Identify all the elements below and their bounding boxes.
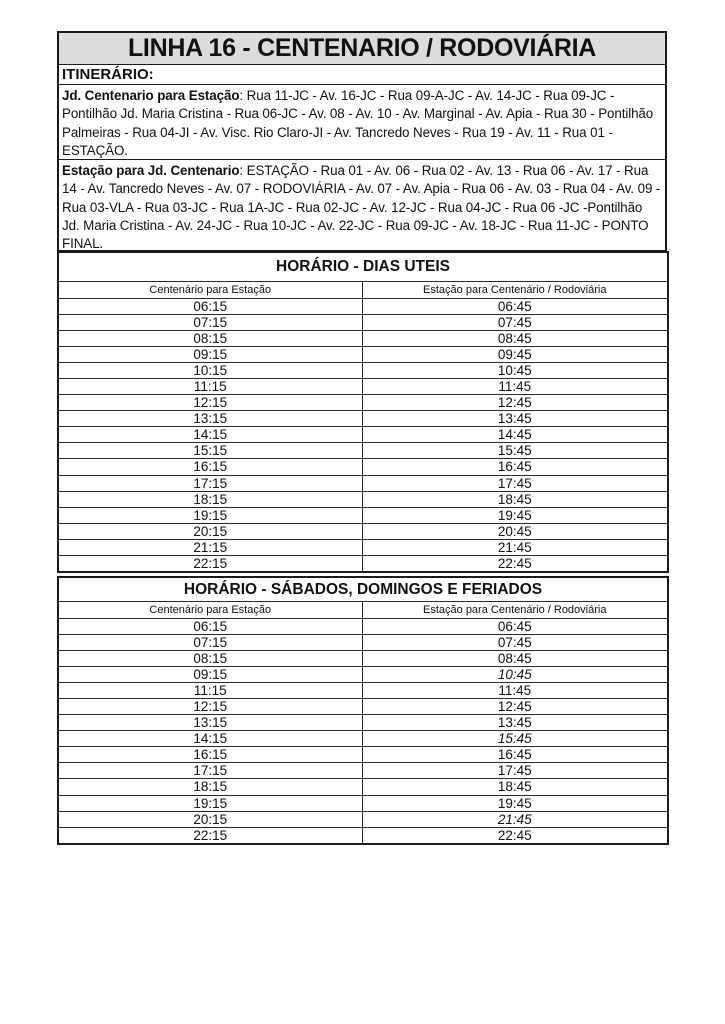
- departure-time-to-station: 12:15: [58, 699, 362, 715]
- departure-time-to-centenario: 08:45: [362, 651, 668, 667]
- table-row: [58, 523, 668, 539]
- table-row: [58, 731, 668, 747]
- departure-time-to-station: 18:15: [58, 491, 362, 507]
- table-row: [58, 427, 668, 443]
- departure-time-to-station: 08:15: [58, 651, 362, 667]
- departure-time-to-centenario: 15:45: [362, 731, 668, 747]
- departure-time-to-centenario: 19:45: [362, 507, 668, 523]
- departure-time-to-station: 13:15: [58, 411, 362, 427]
- departure-time-to-centenario: 11:45: [362, 683, 668, 699]
- departure-time-to-station: 13:15: [58, 715, 362, 731]
- departure-time-to-station: 07:15: [58, 315, 362, 331]
- column-header-to-centenario: Estação para Centenário / Rodoviária: [362, 602, 668, 619]
- departure-time-to-station: 16:15: [58, 459, 362, 475]
- departure-time-to-station: 11:15: [58, 379, 362, 395]
- weekday-schedule-table: [57, 251, 669, 573]
- itinerary-label: ITINERÁRIO:: [59, 65, 665, 85]
- departure-time-to-centenario: 17:45: [362, 475, 668, 491]
- departure-time-to-centenario: 19:45: [362, 795, 668, 811]
- departure-time-to-station: 16:15: [58, 747, 362, 763]
- departure-time-to-centenario: 07:45: [362, 635, 668, 651]
- column-header-to-station: Centenário para Estação: [58, 282, 362, 299]
- departure-time-to-station: 19:15: [58, 507, 362, 523]
- table-row: [58, 779, 668, 795]
- departure-time-to-centenario: 14:45: [362, 427, 668, 443]
- departure-time-to-station: 10:15: [58, 363, 362, 379]
- table-row: [58, 699, 668, 715]
- route-name: Estação para Jd. Centenario: [62, 163, 240, 178]
- departure-time-to-station: 12:15: [58, 395, 362, 411]
- route-path: : ESTAÇÃO - Rua 01 - Av. 06 - Rua 02 - Av. 13 - Rua 06 - Av. 17 - Rua 14 - Av. Tancredo Neves - Av. 07 - RODOVIÁRIA - Av. 07 - Av. Apia - Rua 06 - Av. 03 - Rua 04 - Av. 09 - Rua 03-VLA - Rua 03-JC - Rua 1A-JC - Rua 02-JC - Av. 12-JC - Rua 04-JC - Rua 06 -JC -Pontilhão Jd. Maria Cristina - Av. 24-JC - Rua 10-JC - Av. 22-JC - Rua 09-JC - Av. 18-JC - Rua 11-JC - PONTO FINAL.: [62, 163, 661, 252]
- departure-time-to-centenario: 08:45: [362, 331, 668, 347]
- table-row: [58, 299, 668, 315]
- table-row: [58, 363, 668, 379]
- departure-time-to-centenario: 18:45: [362, 491, 668, 507]
- departure-time-to-centenario: 12:45: [362, 699, 668, 715]
- column-header-to-centenario: Estação para Centenário / Rodoviária: [362, 282, 668, 299]
- departure-time-to-centenario: 22:45: [362, 555, 668, 572]
- table-row: [58, 795, 668, 811]
- departure-time-to-station: 15:15: [58, 443, 362, 459]
- departure-time-to-station: 20:15: [58, 523, 362, 539]
- departure-time-to-station: 09:15: [58, 667, 362, 683]
- departure-time-to-station: 08:15: [58, 331, 362, 347]
- departure-time-to-station: 19:15: [58, 795, 362, 811]
- table-row: [58, 315, 668, 331]
- departure-time-to-centenario: 15:45: [362, 443, 668, 459]
- table-row: [58, 507, 668, 523]
- departure-time-to-station: 17:15: [58, 475, 362, 491]
- departure-time-to-centenario: 20:45: [362, 523, 668, 539]
- departure-time-to-station: 22:15: [58, 827, 362, 844]
- departure-time-to-station: 22:15: [58, 555, 362, 572]
- table-row: [58, 459, 668, 475]
- itinerary-route-to-centenario: [59, 160, 665, 251]
- departure-time-to-station: 06:15: [58, 619, 362, 635]
- table-row: [58, 811, 668, 827]
- departure-time-to-centenario: 18:45: [362, 779, 668, 795]
- table-row: [58, 443, 668, 459]
- departure-time-to-station: 21:15: [58, 539, 362, 555]
- table-row: [58, 667, 668, 683]
- table-row: [58, 715, 668, 731]
- route-path: : Rua 11-JC - Av. 16-JC - Rua 09-A-JC - Av. 14-JC - Rua 09-JC - Pontilhão Jd. Maria Cristina - Rua 06-JC - Av. 08 - Av. 10 - Av. Marginal - Av. Apia - Rua 30 - Pontilhão Palmeiras - Rua 04-JI - Av. Visc. Rio Claro-JI - Av. Tancredo Neves - Rua 19 - Av. 11 - Rua 01 - ESTAÇÃO.: [62, 88, 654, 158]
- page-title: LINHA 16 - CENTENARIO / RODOVIÁRIA: [59, 33, 665, 65]
- weekend-schedule-table: [57, 576, 669, 845]
- table-row: [58, 651, 668, 667]
- table-row: [58, 635, 668, 651]
- departure-time-to-station: 06:15: [58, 299, 362, 315]
- departure-time-to-centenario: 13:45: [362, 411, 668, 427]
- table-row: [58, 411, 668, 427]
- departure-time-to-centenario: 09:45: [362, 347, 668, 363]
- table-row: [58, 331, 668, 347]
- departure-time-to-centenario: 17:45: [362, 763, 668, 779]
- departure-time-to-station: 11:15: [58, 683, 362, 699]
- departure-time-to-centenario: 06:45: [362, 299, 668, 315]
- table-row: [58, 491, 668, 507]
- itinerary-route-to-station: [59, 85, 665, 160]
- departure-time-to-centenario: 21:45: [362, 539, 668, 555]
- departure-time-to-centenario: 12:45: [362, 395, 668, 411]
- table-row: [58, 747, 668, 763]
- departure-time-to-centenario: 21:45: [362, 811, 668, 827]
- departure-time-to-centenario: 16:45: [362, 747, 668, 763]
- weekday-schedule-title: HORÁRIO - DIAS UTEIS: [58, 252, 668, 282]
- departure-time-to-centenario: 06:45: [362, 619, 668, 635]
- departure-time-to-station: 14:15: [58, 427, 362, 443]
- column-header-to-station: Centenário para Estação: [58, 602, 362, 619]
- departure-time-to-station: 17:15: [58, 763, 362, 779]
- route-sheet: [57, 31, 667, 573]
- table-row: [58, 763, 668, 779]
- table-row: [58, 619, 668, 635]
- departure-time-to-centenario: 11:45: [362, 379, 668, 395]
- table-row: [58, 683, 668, 699]
- departure-time-to-station: 07:15: [58, 635, 362, 651]
- table-row: [58, 347, 668, 363]
- departure-time-to-station: 20:15: [58, 811, 362, 827]
- weekend-schedule-title: HORÁRIO - SÁBADOS, DOMINGOS E FERIADOS: [58, 577, 668, 602]
- table-row: [58, 379, 668, 395]
- table-row: [58, 475, 668, 491]
- departure-time-to-centenario: 22:45: [362, 827, 668, 844]
- departure-time-to-centenario: 13:45: [362, 715, 668, 731]
- table-row: [58, 827, 668, 844]
- table-row: [58, 395, 668, 411]
- departure-time-to-station: 09:15: [58, 347, 362, 363]
- table-row: [58, 555, 668, 572]
- header-box: [57, 31, 667, 251]
- departure-time-to-centenario: 07:45: [362, 315, 668, 331]
- departure-time-to-centenario: 10:45: [362, 667, 668, 683]
- departure-time-to-centenario: 10:45: [362, 363, 668, 379]
- departure-time-to-station: 18:15: [58, 779, 362, 795]
- table-row: [58, 539, 668, 555]
- departure-time-to-centenario: 16:45: [362, 459, 668, 475]
- route-name: Jd. Centenario para Estação: [62, 88, 240, 103]
- departure-time-to-station: 14:15: [58, 731, 362, 747]
